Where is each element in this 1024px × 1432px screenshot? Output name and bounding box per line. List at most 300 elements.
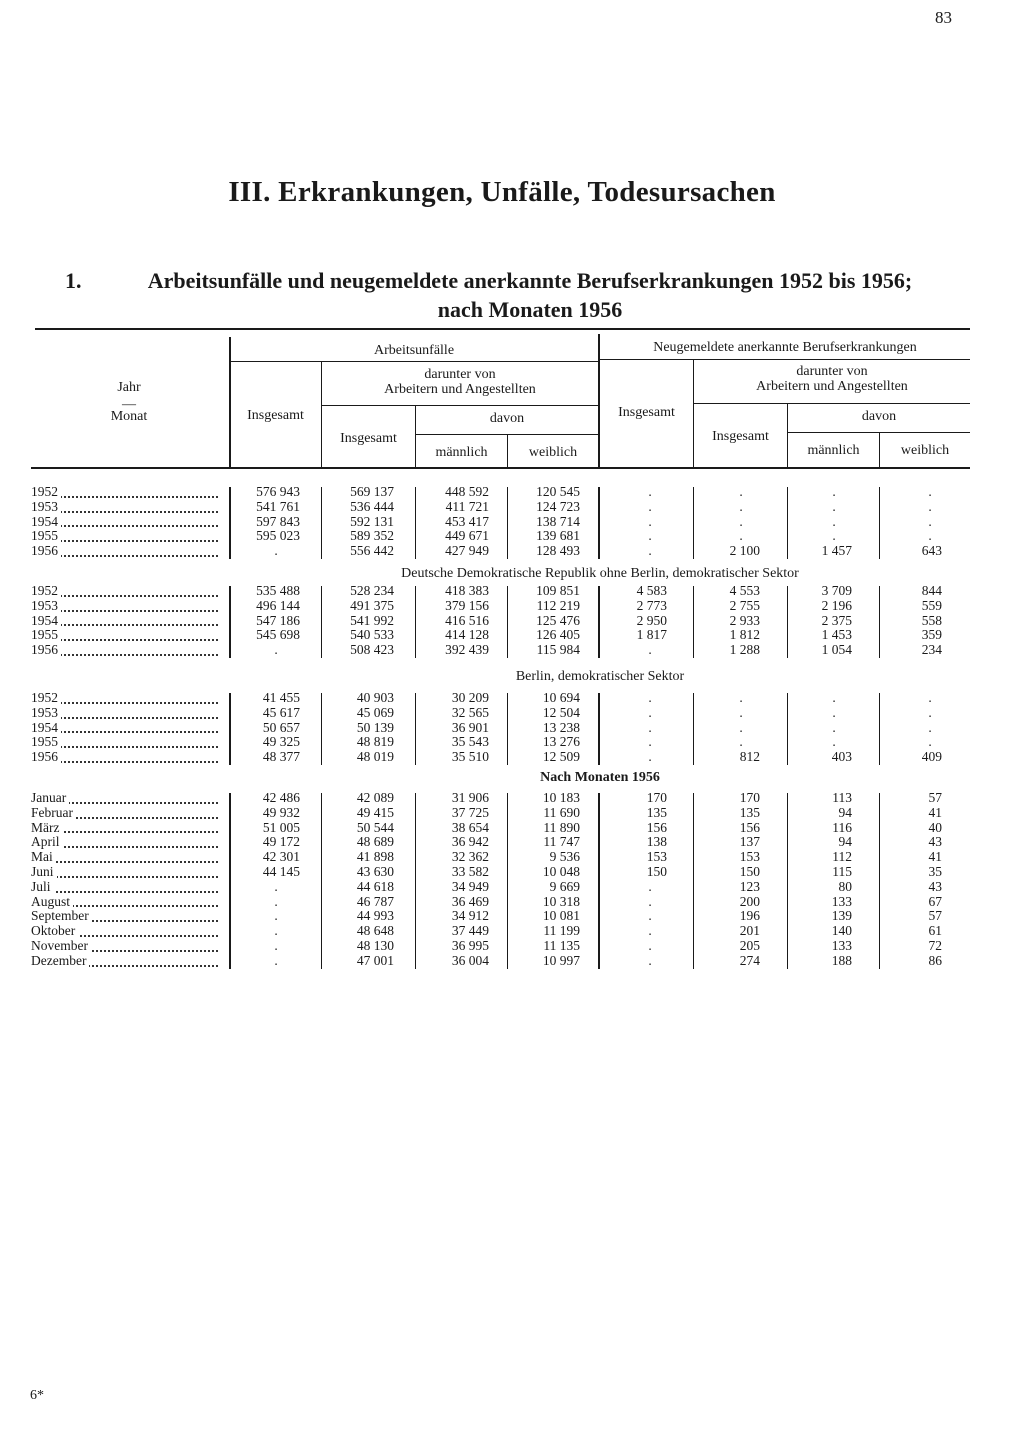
table-cell: 414 128 [445,627,489,643]
be-darunter-line1: darunter von [796,364,868,379]
table-cell: 48 689 [356,834,394,850]
table-cell: 51 005 [262,819,300,835]
table-cell: 10 318 [542,893,580,909]
table-cell: 13 276 [542,734,580,750]
table-cell: 34 912 [451,908,489,924]
table-cell: . [928,704,932,720]
table-cell: 46 787 [356,893,394,909]
table-cell: 33 582 [451,864,489,879]
table-cell: 535 488 [256,583,300,598]
section-heading: Deutsche Demokratische Republik ohne Berlin, demokratischer Sektor [401,566,799,581]
table-cell: 449 671 [445,528,489,544]
leader-dots [31,876,218,878]
table-cell: . [928,719,932,735]
table-cell: 3 709 [821,583,852,598]
table-cell: . [928,484,932,499]
table-cell: 94 [838,834,852,850]
group-arbeitsunfaelle: Arbeitsunfälle [373,343,455,358]
table-cell: 43 [928,834,942,850]
group-underline-left [230,361,598,362]
row-label-text: 1956 [31,544,61,558]
row-label-text: 1955 [31,529,61,543]
au-darunter-line2: Arbeitern und Angestellten [384,382,536,397]
table-cell: 125 476 [536,612,580,628]
table-cell: 50 657 [262,719,300,735]
table-cell: 57 [928,790,942,805]
row-label-text: November [31,939,91,953]
table-cell: 1 817 [636,627,667,643]
row-label-text: 1953 [31,599,61,613]
table-cell: . [274,938,278,953]
table-cell: . [739,513,743,529]
table-cell: . [274,952,278,968]
table-cell: 80 [838,878,852,894]
table-cell: 844 [921,583,942,598]
table-cell: 409 [921,749,942,765]
table-cell: . [648,734,652,750]
table-cell: 592 131 [350,513,394,529]
row-label [31,821,218,836]
table-cell: 50 139 [356,719,394,735]
table-cell: . [928,528,932,544]
row-label [31,628,218,643]
table-cell: 4 553 [729,583,760,598]
row-label [31,895,218,910]
row-label-text: 1954 [31,721,61,735]
table-cell: 1 288 [729,642,760,658]
table-cell: 496 144 [256,597,300,613]
table-cell: 569 137 [350,484,394,499]
table-cell: 540 533 [350,627,394,643]
table-cell: 11 747 [543,834,580,850]
table-cell: 576 943 [256,484,300,499]
table-cell: 595 023 [256,528,300,544]
table-title-line2: nach Monaten 1956 [437,297,623,322]
table-cell: 123 [739,878,760,894]
table-cell: . [739,484,743,499]
footnote-mark: 6* [30,1388,44,1403]
table-cell: 41 898 [356,849,394,865]
table-cell: 36 469 [451,893,489,909]
table-cell: 35 [928,864,942,879]
table-cell: 37 725 [451,804,489,820]
table-cell: . [274,893,278,909]
table-cell: 30 209 [451,690,489,705]
table-cell: 2 755 [729,597,760,613]
row-label-text: 1952 [31,691,61,705]
table-cell: 643 [921,543,942,559]
row-label-text: 1956 [31,750,61,764]
table-cell: 42 301 [262,849,300,865]
table-cell: . [648,484,652,499]
page-number: 83 [935,8,952,27]
table-cell: 416 516 [445,612,489,628]
row-label-text: 1953 [31,500,61,514]
table-cell: . [274,908,278,924]
chapter-title: III. Erkrankungen, Unfälle, Todesursachen [228,176,776,208]
table-cell: 112 [832,849,852,865]
row-label-text: Juli [31,880,54,894]
table-cell: 113 [832,790,852,805]
table-cell: 10 048 [542,864,580,879]
table-cell: 137 [739,834,760,850]
table-cell: . [739,528,743,544]
table-cell: . [832,719,836,735]
row-label-text: 1954 [31,614,61,628]
row-label-text: Januar [31,791,69,805]
row-label [31,835,218,850]
row-label [31,584,218,599]
au-davon-header: davon [489,411,525,426]
table-cell: 36 995 [451,938,489,953]
section-heading: Berlin, demokratischer Sektor [515,669,685,684]
table-cell: 120 545 [536,484,580,499]
table-cell: 12 509 [542,749,580,765]
row-label [31,735,218,750]
table-cell: . [648,749,652,765]
table-cell: . [832,484,836,499]
table-cell: . [739,704,743,720]
table-cell: 115 [832,864,852,879]
table-cell: 67 [928,893,942,909]
table-cell: 10 997 [542,952,580,968]
table-cell: . [832,528,836,544]
table-cell: 35 543 [451,734,489,750]
table-cell: 72 [928,938,942,953]
table-cell: 43 [928,878,942,894]
table-cell: 453 417 [445,513,489,529]
table-cell: 42 486 [262,790,300,805]
table-cell: 156 [646,819,667,835]
table-cell: 2 100 [729,543,760,559]
section-heading: Nach Monaten 1956 [540,770,660,785]
table-cell: 139 681 [536,528,580,544]
table-cell: 57 [928,908,942,924]
table-cell: 48 377 [262,749,300,765]
table-cell: . [648,513,652,529]
table-cell: 491 375 [350,597,394,613]
table-cell: 94 [838,804,852,820]
table-cell: 138 714 [536,513,580,529]
table-cell: 541 761 [256,498,300,514]
table-cell: 112 219 [536,597,580,613]
table-cell: 541 992 [350,612,394,628]
table-cell: 13 238 [542,719,580,735]
table-cell: 50 544 [356,819,394,835]
table-cell: 545 698 [256,627,300,643]
table-cell: 49 932 [262,804,300,820]
stub-header-dash: — [122,397,136,412]
table-cell: 11 690 [543,804,580,820]
row-label [31,529,218,544]
be-darunter-line2: Arbeitern und Angestellten [756,379,908,394]
table-cell: 44 993 [356,908,394,924]
row-label [31,954,218,969]
table-cell: 528 234 [350,583,394,598]
table-cell: . [928,513,932,529]
table-cell: . [648,642,652,658]
row-label [31,500,218,515]
be-insgesamt-header: Insgesamt [618,405,675,420]
table-cell: 556 442 [350,543,394,559]
table-cell: . [832,704,836,720]
table-cell: 2 950 [636,612,667,628]
au-darunter-insgesamt-header: Insgesamt [340,431,397,446]
row-label [31,850,218,865]
table-cell: . [739,734,743,750]
table-cell: 139 [831,908,852,924]
table-cell: 48 648 [356,923,394,939]
table-cell: 9 669 [549,878,580,894]
row-label-text: Dezember [31,954,89,968]
table-cell: 2 773 [636,597,667,613]
table-cell: . [739,498,743,514]
table-cell: 558 [921,612,942,628]
table-cell: . [274,878,278,894]
row-label-text: März [31,821,62,835]
row-label-text: 1952 [31,485,61,499]
row-label-text: August [31,895,73,909]
table-cell: 234 [921,642,942,658]
row-label [31,544,218,559]
table-cell: 403 [831,749,852,765]
table-cell: 47 001 [356,952,394,968]
table-cell: 36 901 [451,719,489,735]
leader-dots [31,891,218,893]
table-cell: 274 [739,952,760,968]
table-cell: 170 [646,790,667,805]
table-cell: . [648,498,652,514]
table-title [50,266,970,324]
table-cell: 597 843 [256,513,300,529]
row-label [31,924,218,939]
row-label-text: Mai [31,850,56,864]
table-cell: 45 069 [356,704,394,720]
table-cell: 536 444 [350,498,394,514]
table-cell: . [739,719,743,735]
table-cell: 36 004 [451,952,489,968]
row-label [31,865,218,880]
table-cell: 49 415 [356,804,394,820]
table-cell: 379 156 [445,597,489,613]
row-label-text: 1954 [31,515,61,529]
table-cell: 11 135 [543,938,580,953]
table-cell: 196 [739,908,760,924]
row-label [31,643,218,658]
table-cell: 411 721 [445,498,489,514]
table-cell: 153 [739,849,760,865]
row-label-text: 1956 [31,643,61,657]
table-cell: 418 383 [445,583,489,598]
table-cell: . [928,734,932,750]
table-cell: 86 [928,952,942,968]
top-rule [35,328,970,330]
table-cell: 156 [739,819,760,835]
table-cell: 36 942 [451,834,489,850]
be-maennlich-header: männlich [807,443,860,458]
stub-header-jahr: Jahr [117,380,141,395]
table-cell: . [739,690,743,705]
table-cell: . [832,734,836,750]
table-cell: 41 [928,849,942,865]
table-cell: 200 [739,893,760,909]
section-vline [598,487,600,559]
table-cell: 32 362 [451,849,489,865]
table-cell: 138 [646,834,667,850]
table-cell: 150 [739,864,760,879]
table-cell: 559 [921,597,942,613]
table-cell: 35 510 [451,749,489,765]
table-cell: . [832,498,836,514]
be-davon-header: davon [861,409,897,424]
table-cell: 2 933 [729,612,760,628]
row-label [31,750,218,765]
table-cell: . [274,543,278,559]
row-label [31,706,218,721]
row-label [31,880,218,895]
table-cell: 126 405 [536,627,580,643]
header-bottom-rule [31,467,970,469]
table-cell: . [648,878,652,894]
table-cell: 45 617 [262,704,300,720]
table-cell: 48 819 [356,734,394,750]
table-cell: . [648,719,652,735]
row-label-text: 1955 [31,735,61,749]
row-label-text: 1953 [31,706,61,720]
table-cell: . [648,704,652,720]
row-label [31,721,218,736]
table-cell: 10 081 [542,908,580,924]
table-cell: 201 [739,923,760,939]
table-cell: 11 890 [543,819,580,835]
row-label [31,515,218,530]
table-cell: 49 325 [262,734,300,750]
row-label-text: April [31,835,63,849]
table-cell: . [648,893,652,909]
table-cell: 128 493 [536,543,580,559]
table-cell: 359 [921,627,942,643]
table-cell: 508 423 [350,642,394,658]
row-label [31,939,218,954]
be-weiblich-header: weiblich [900,443,950,458]
group-underline-right [600,359,970,360]
table-cell: 392 439 [445,642,489,658]
stub-header-monat: Monat [110,409,148,424]
row-label [31,485,218,500]
table-cell: 115 984 [536,642,580,658]
table-cell: 10 183 [542,790,580,805]
table-cell: 10 694 [542,690,580,705]
table-cell: . [648,543,652,559]
table-cell: 448 592 [445,484,489,499]
table-cell: 153 [646,849,667,865]
row-label-text: Juni [31,865,57,879]
table-cell: 2 196 [821,597,852,613]
table-cell: 116 [832,819,852,835]
table-cell: 2 375 [821,612,852,628]
table-cell: 124 723 [536,498,580,514]
row-label [31,599,218,614]
table-cell: 32 565 [451,704,489,720]
table-cell: 34 949 [451,878,489,894]
table-title-line1: Arbeitsunfälle und neugemeldete anerkannte Berufserkrankungen 1952 bis 1956; [147,268,913,293]
table-cell: 170 [739,790,760,805]
table-cell: . [928,690,932,705]
au-maennlich-header: männlich [435,445,488,460]
table-cell: 1 457 [821,543,852,559]
table-cell: . [648,690,652,705]
row-label [31,691,218,706]
table-title-number: 1. [65,268,82,293]
table-cell: 135 [646,804,667,820]
row-label [31,791,218,806]
table-cell: . [648,908,652,924]
table-cell: . [274,642,278,658]
darunter-underline-left [322,405,598,406]
table-cell: 40 [928,819,942,835]
table-cell: 42 089 [356,790,394,805]
leader-dots [31,861,218,863]
row-label-text: 1955 [31,628,61,642]
table-cell: 133 [831,938,852,953]
table-cell: 48 130 [356,938,394,953]
table-cell: . [928,498,932,514]
be-darunter-insgesamt-header: Insgesamt [712,429,769,444]
table-cell: 44 618 [356,878,394,894]
row-label-text: September [31,909,92,923]
table-cell: 38 654 [451,819,489,835]
table-cell: 40 903 [356,690,394,705]
row-label [31,806,218,821]
table-cell: . [648,923,652,939]
row-label-text: Februar [31,806,76,820]
row-label-text: 1952 [31,584,61,598]
table-cell: 812 [739,749,760,765]
table-cell: 4 583 [636,583,667,598]
table-cell: 589 352 [350,528,394,544]
table-cell: 427 949 [445,543,489,559]
table-cell: 43 630 [356,864,394,879]
table-cell: . [648,528,652,544]
table-cell: 1 812 [729,627,760,643]
table-cell: 205 [739,938,760,953]
au-weiblich-header: weiblich [528,445,578,460]
table-cell: 150 [646,864,667,879]
table-cell: 61 [928,923,942,939]
table-cell: . [648,938,652,953]
group-berufserkrankungen: Neugemeldete anerkannte Berufserkrankungen [653,340,917,355]
table-cell: 41 [928,804,942,820]
table-cell: 9 536 [549,849,580,865]
au-insgesamt-header: Insgesamt [247,408,304,423]
table-cell: . [832,513,836,529]
table-cell: . [648,952,652,968]
table-cell: 48 019 [356,749,394,765]
row-label [31,909,218,924]
table-cell: 44 145 [262,864,300,879]
table-cell: 133 [831,893,852,909]
darunter-underline-right [694,403,970,404]
table-cell: 135 [739,804,760,820]
table-cell: 12 504 [542,704,580,720]
table-cell: . [274,923,278,939]
table-cell: 31 906 [451,790,489,805]
row-label-text: Oktober [31,924,78,938]
table-cell: 1 453 [821,627,852,643]
table-cell: 49 172 [262,834,300,850]
table-cell: 37 449 [451,923,489,939]
table-cell: 41 455 [262,690,300,705]
